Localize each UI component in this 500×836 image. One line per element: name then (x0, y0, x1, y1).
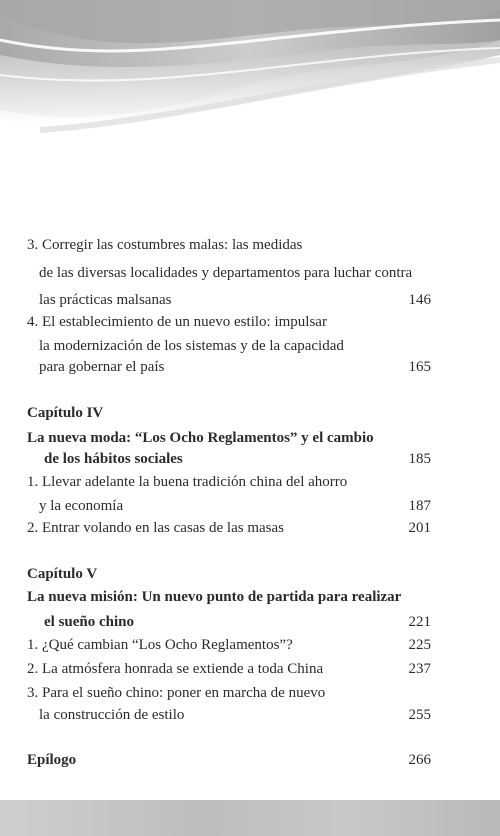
chapter-title-line: de los hábitos sociales (44, 451, 183, 467)
page-number: 187 (408, 498, 431, 514)
page-number: 237 (408, 661, 431, 677)
toc-item-line: 1. ¿Qué cambian “Los Ocho Reglamentos”? (27, 637, 293, 653)
toc-item-line: para gobernar el país (39, 359, 165, 375)
toc-item-line: la construcción de estilo (39, 707, 185, 723)
chapter-title-line: La nueva misión: Un nuevo punto de partida para realizar (27, 589, 402, 605)
toc-item-line: la modernización de los sistemas y de la capacidad (39, 338, 344, 354)
chapter-heading: Capítulo V (27, 566, 98, 582)
toc-item-line: de las diversas localidades y departamentos para luchar contra (39, 265, 413, 281)
toc-item-line: 4. El establecimiento de un nuevo estilo: impulsar (27, 314, 327, 330)
page-number: 185 (408, 451, 431, 467)
toc-item-line: 2. La atmósfera honrada se extiende a toda China (27, 661, 324, 677)
page-number: 255 (408, 707, 431, 723)
page-number: 165 (408, 359, 431, 375)
toc-item-line: y la economía (39, 498, 124, 514)
epilogue-heading: Epílogo (27, 752, 77, 768)
toc-item-line: 2. Entrar volando en las casas de las masas (27, 520, 284, 536)
page-number: 225 (408, 637, 431, 653)
page-number: 146 (408, 292, 431, 308)
toc-item-line: 3. Para el sueño chino: poner en marcha de nuevo (27, 685, 326, 701)
page-number: 266 (408, 752, 431, 768)
toc-item-line: 1. Llevar adelante la buena tradición china del ahorro (27, 474, 348, 490)
chapter-title-line: La nueva moda: “Los Ocho Reglamentos” y el cambio (27, 430, 374, 446)
page-number: 221 (408, 614, 431, 630)
page-number: 201 (408, 520, 431, 536)
chapter-title-line: el sueño chino (44, 614, 135, 630)
chapter-heading: Capítulo IV (27, 405, 104, 421)
toc-item-line: 3. Corregir las costumbres malas: las medidas (27, 237, 303, 253)
toc-item-line: las prácticas malsanas (39, 292, 172, 308)
